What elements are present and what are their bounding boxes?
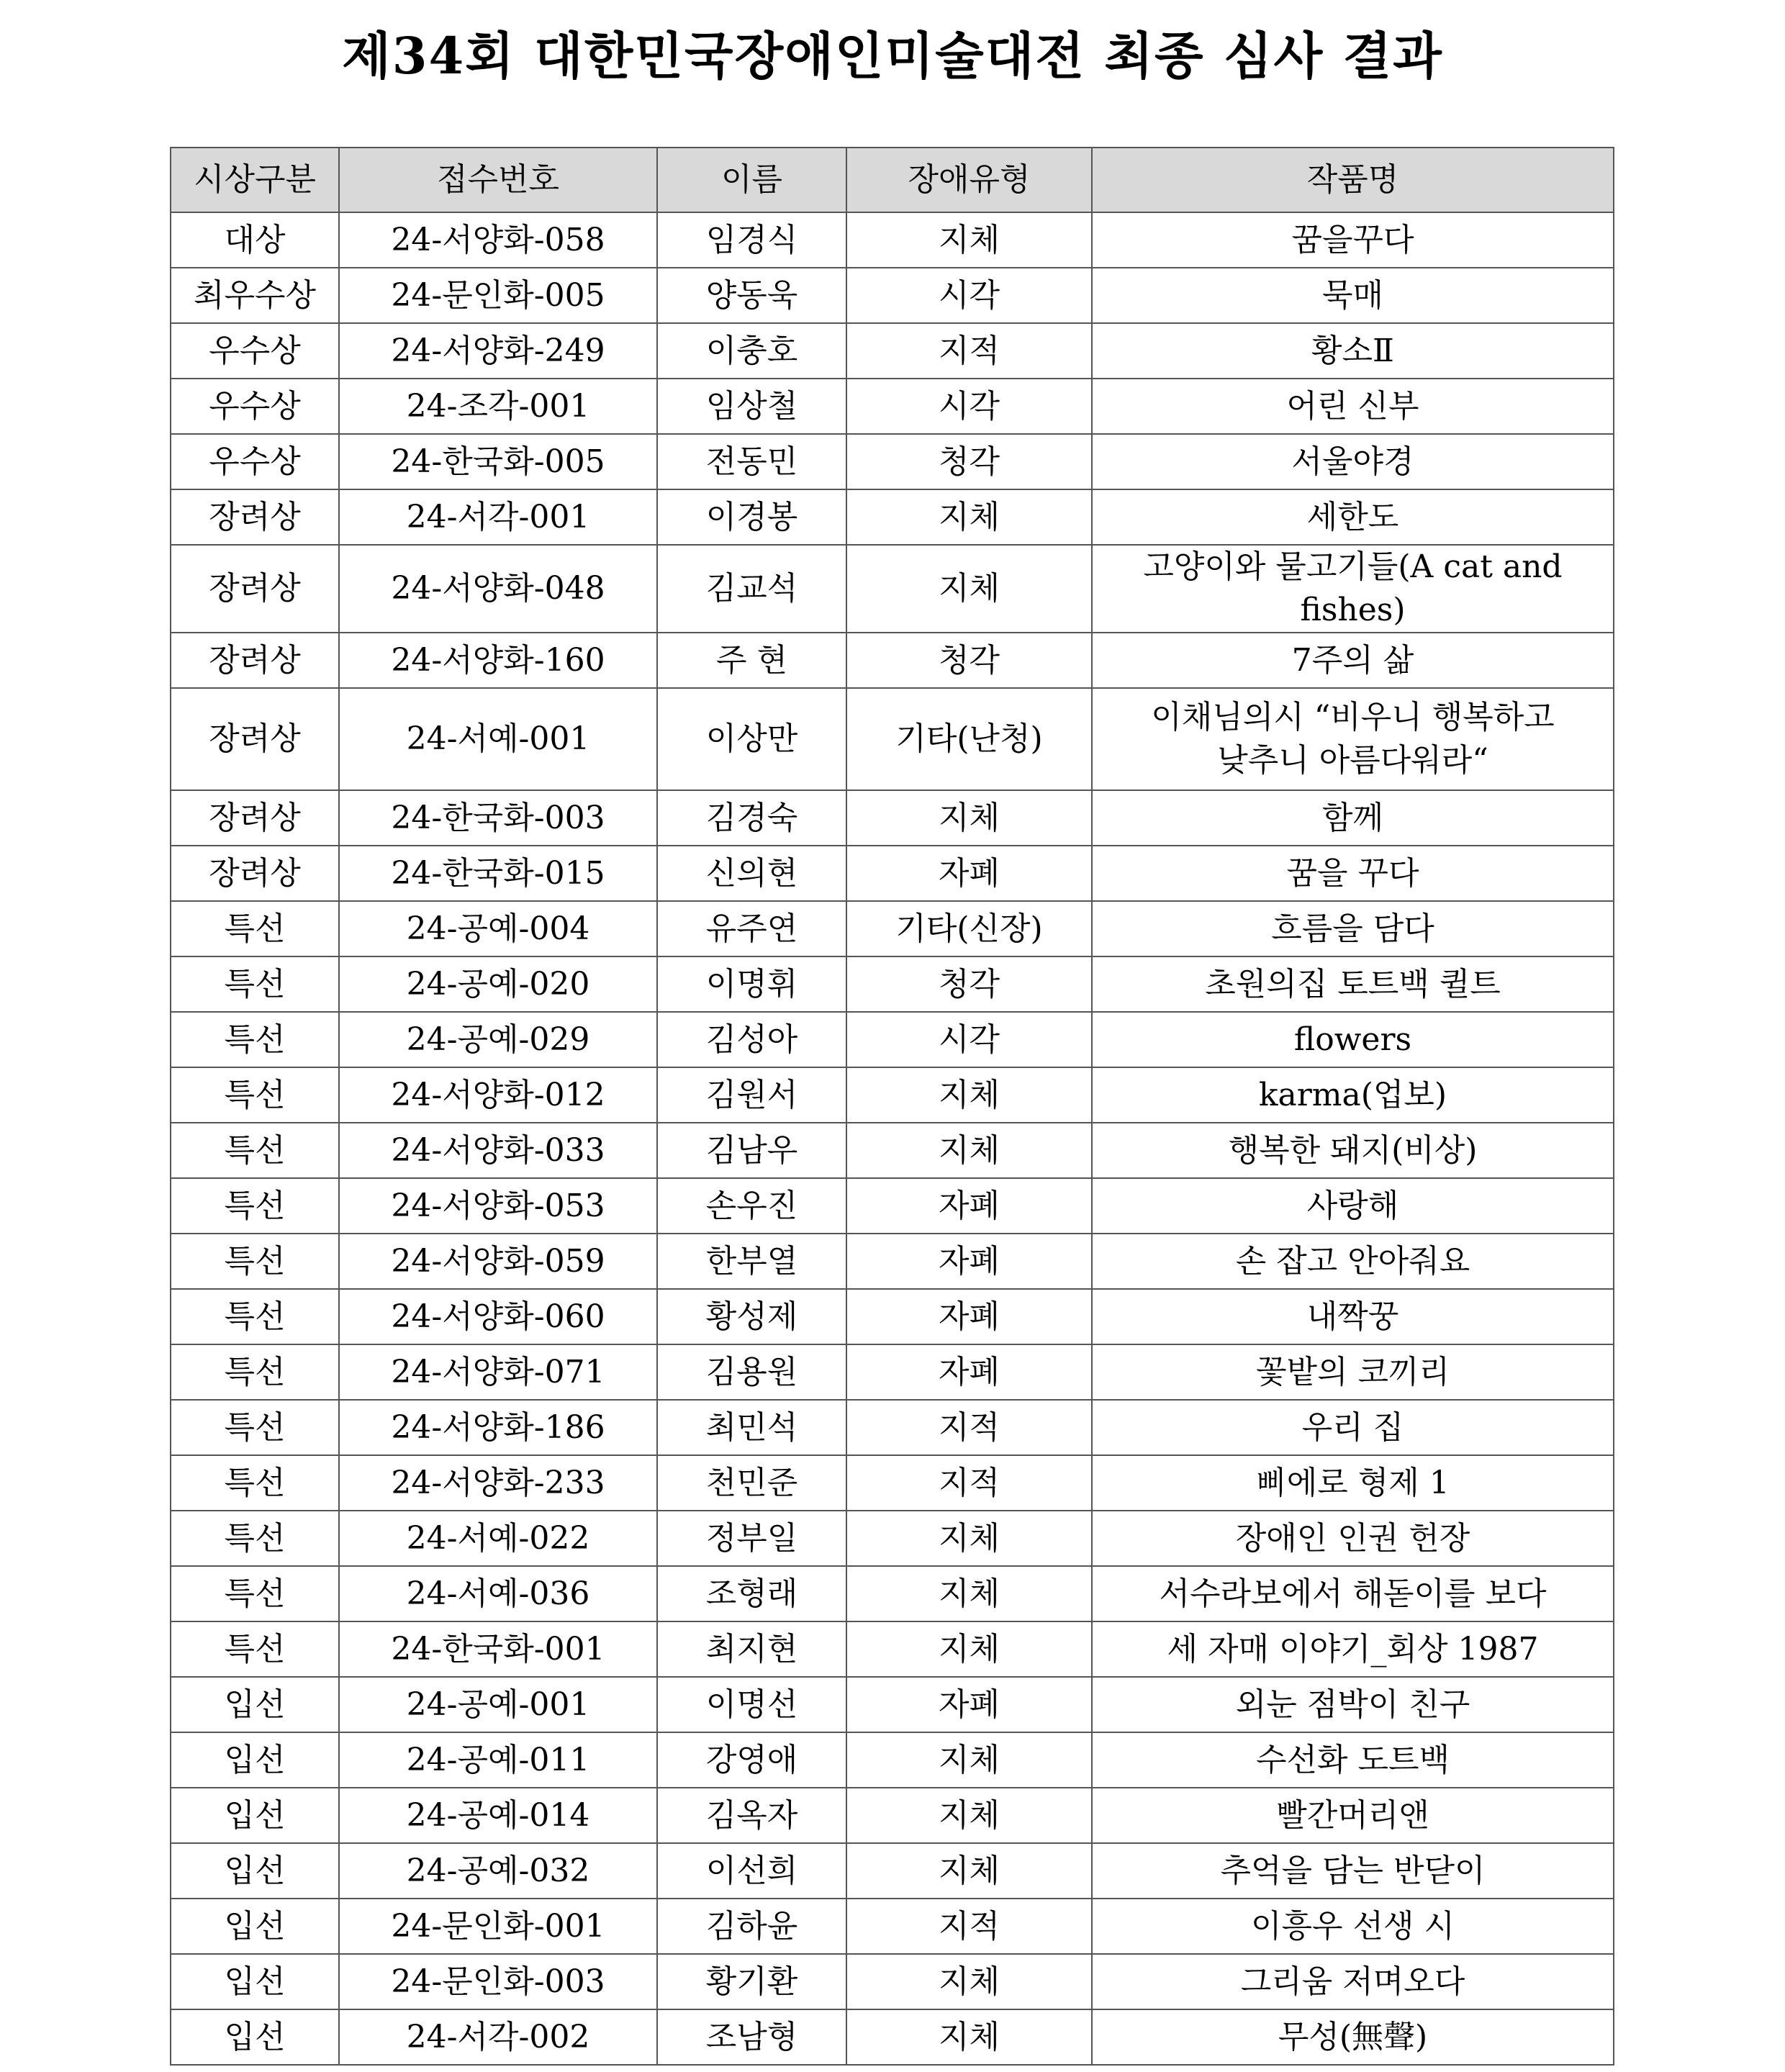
cell-award: 특선 — [171, 1178, 339, 1234]
table-row — [171, 1843, 1614, 1899]
table-header-row — [171, 148, 1614, 212]
cell-type: 지체 — [846, 1067, 1092, 1123]
cell-number: 24-문인화-005 — [339, 268, 657, 323]
table-row — [171, 268, 1614, 323]
cell-name: 황기환 — [657, 1954, 846, 2009]
cell-work: 꿈을 꾸다 — [1092, 846, 1614, 901]
page-title: 제34회 대한민국장애인미술대전 최종 심사 결과 — [342, 26, 1443, 86]
cell-number: 24-공예-020 — [339, 956, 657, 1012]
cell-number: 24-서양화-059 — [339, 1234, 657, 1289]
cell-work: 사랑해 — [1092, 1178, 1614, 1234]
cell-work: 어린 신부 — [1092, 379, 1614, 434]
cell-number: 24-서양화-012 — [339, 1067, 657, 1123]
cell-work: 흐름을 담다 — [1092, 901, 1614, 956]
cell-type: 지체 — [846, 1566, 1092, 1621]
cell-name: 손우진 — [657, 1178, 846, 1234]
table-row — [171, 1732, 1614, 1788]
cell-award: 특선 — [171, 1234, 339, 1289]
cell-type: 지체 — [846, 790, 1092, 846]
cell-work: 꽃밭의 코끼리 — [1092, 1344, 1614, 1400]
cell-type: 지체 — [846, 1511, 1092, 1566]
cell-work: 우리 집 — [1092, 1400, 1614, 1455]
cell-award: 특선 — [171, 1511, 339, 1566]
cell-work: 그리움 저며오다 — [1092, 1954, 1614, 2009]
cell-work: karma(업보) — [1092, 1067, 1614, 1123]
table-row — [171, 1677, 1614, 1732]
cell-name: 천민준 — [657, 1455, 846, 1511]
cell-work: 고양이와 물고기들(A cat and fishes) — [1092, 545, 1614, 633]
cell-type: 자폐 — [846, 1289, 1092, 1344]
cell-number: 24-서각-002 — [339, 2009, 657, 2065]
cell-award: 특선 — [171, 1123, 339, 1178]
cell-award: 장려상 — [171, 633, 339, 688]
cell-award: 입선 — [171, 1954, 339, 2009]
cell-name: 한부열 — [657, 1234, 846, 1289]
table-row — [171, 379, 1614, 434]
cell-award: 특선 — [171, 1289, 339, 1344]
cell-award: 우수상 — [171, 434, 339, 489]
cell-award: 장려상 — [171, 790, 339, 846]
header-award: 시상구분 — [171, 148, 339, 212]
cell-name: 최지현 — [657, 1621, 846, 1677]
cell-work: 추억을 담는 반닫이 — [1092, 1843, 1614, 1899]
cell-work: 세 자매 이야기_회상 1987 — [1092, 1621, 1614, 1677]
cell-work: 7주의 삶 — [1092, 633, 1614, 688]
cell-type: 지체 — [846, 1954, 1092, 2009]
cell-name: 이경봉 — [657, 489, 846, 545]
cell-work: 무성(無聲) — [1092, 2009, 1614, 2065]
cell-type: 자폐 — [846, 846, 1092, 901]
table-row — [171, 1400, 1614, 1455]
cell-number: 24-한국화-005 — [339, 434, 657, 489]
cell-number: 24-서양화-160 — [339, 633, 657, 688]
table-row — [171, 1899, 1614, 1954]
cell-type: 자폐 — [846, 1344, 1092, 1400]
cell-award: 장려상 — [171, 688, 339, 790]
cell-name: 황성제 — [657, 1289, 846, 1344]
header-work: 작품명 — [1092, 148, 1614, 212]
cell-work-line: 이채님의시 “비우니 행복하고 — [1151, 699, 1555, 736]
cell-work: 꿈을꾸다 — [1092, 212, 1614, 268]
cell-number: 24-공예-011 — [339, 1732, 657, 1788]
cell-name: 김교석 — [657, 545, 846, 633]
cell-award: 입선 — [171, 2009, 339, 2065]
cell-type: 자폐 — [846, 1234, 1092, 1289]
cell-number: 24-한국화-003 — [339, 790, 657, 846]
cell-award: 입선 — [171, 1788, 339, 1843]
cell-type: 기타(난청) — [846, 688, 1092, 790]
cell-award: 특선 — [171, 1067, 339, 1123]
table-row — [171, 1234, 1614, 1289]
cell-type: 시각 — [846, 1012, 1092, 1067]
cell-work — [1092, 688, 1614, 790]
table-body — [171, 212, 1614, 2065]
cell-award: 특선 — [171, 1400, 339, 1455]
table-row — [171, 1788, 1614, 1843]
cell-award: 입선 — [171, 1732, 339, 1788]
cell-number: 24-서예-036 — [339, 1566, 657, 1621]
cell-type: 청각 — [846, 956, 1092, 1012]
cell-name: 이상만 — [657, 688, 846, 790]
cell-name: 김원서 — [657, 1067, 846, 1123]
cell-work: 서울야경 — [1092, 434, 1614, 489]
cell-type: 지체 — [846, 1788, 1092, 1843]
cell-work: 빨간머리앤 — [1092, 1788, 1614, 1843]
cell-name: 김용원 — [657, 1344, 846, 1400]
cell-number: 24-서양화-233 — [339, 1455, 657, 1511]
cell-name: 임상철 — [657, 379, 846, 434]
cell-award: 입선 — [171, 1843, 339, 1899]
cell-name: 임경식 — [657, 212, 846, 268]
cell-name: 김하윤 — [657, 1899, 846, 1954]
table-row — [171, 1123, 1614, 1178]
cell-type: 지체 — [846, 1123, 1092, 1178]
header-number: 접수번호 — [339, 148, 657, 212]
table-row — [171, 790, 1614, 846]
table-row — [171, 1954, 1614, 2009]
cell-name: 이선희 — [657, 1843, 846, 1899]
cell-type: 자폐 — [846, 1677, 1092, 1732]
table-row — [171, 633, 1614, 688]
cell-work: 장애인 인권 헌장 — [1092, 1511, 1614, 1566]
cell-award: 장려상 — [171, 489, 339, 545]
cell-type: 지체 — [846, 212, 1092, 268]
cell-name: 최민석 — [657, 1400, 846, 1455]
cell-type: 지체 — [846, 1732, 1092, 1788]
cell-work: 세한도 — [1092, 489, 1614, 545]
cell-work: 행복한 돼지(비상) — [1092, 1123, 1614, 1178]
cell-award: 대상 — [171, 212, 339, 268]
cell-work: 서수라보에서 해돋이를 보다 — [1092, 1566, 1614, 1621]
table-row — [171, 434, 1614, 489]
cell-number: 24-서양화-033 — [339, 1123, 657, 1178]
cell-number: 24-서각-001 — [339, 489, 657, 545]
cell-name: 이충호 — [657, 323, 846, 379]
cell-type: 청각 — [846, 633, 1092, 688]
cell-type: 자폐 — [846, 1178, 1092, 1234]
cell-name: 전동민 — [657, 434, 846, 489]
table-row — [171, 1178, 1614, 1234]
cell-work: 묵매 — [1092, 268, 1614, 323]
cell-number: 24-서예-022 — [339, 1511, 657, 1566]
cell-work: 함께 — [1092, 790, 1614, 846]
cell-work: flowers — [1092, 1012, 1614, 1067]
table-row — [171, 545, 1614, 633]
cell-award: 장려상 — [171, 545, 339, 633]
cell-number: 24-조각-001 — [339, 379, 657, 434]
cell-name: 김성아 — [657, 1012, 846, 1067]
cell-work: 이흥우 선생 시 — [1092, 1899, 1614, 1954]
cell-number: 24-공예-032 — [339, 1843, 657, 1899]
cell-number: 24-서양화-186 — [339, 1400, 657, 1455]
cell-type: 지체 — [846, 489, 1092, 545]
cell-type: 지체 — [846, 1621, 1092, 1677]
table-row — [171, 323, 1614, 379]
cell-type: 기타(신장) — [846, 901, 1092, 956]
cell-number: 24-서양화-048 — [339, 545, 657, 633]
table-row — [171, 1455, 1614, 1511]
results-table — [170, 147, 1614, 2066]
cell-name: 김남우 — [657, 1123, 846, 1178]
cell-number: 24-서예-001 — [339, 688, 657, 790]
cell-award: 특선 — [171, 1012, 339, 1067]
cell-award: 우수상 — [171, 323, 339, 379]
table-row — [171, 846, 1614, 901]
cell-number: 24-공예-004 — [339, 901, 657, 956]
cell-award: 특선 — [171, 1621, 339, 1677]
cell-name: 이명선 — [657, 1677, 846, 1732]
cell-name: 김경숙 — [657, 790, 846, 846]
table-row — [171, 1566, 1614, 1621]
cell-award: 특선 — [171, 956, 339, 1012]
cell-name: 신의현 — [657, 846, 846, 901]
cell-award: 입선 — [171, 1677, 339, 1732]
cell-number: 24-서양화-060 — [339, 1289, 657, 1344]
table-row — [171, 901, 1614, 956]
cell-work: 수선화 도트백 — [1092, 1732, 1614, 1788]
cell-work: 내짝꿍 — [1092, 1289, 1614, 1344]
cell-work: 초원의집 토트백 퀼트 — [1092, 956, 1614, 1012]
table-row — [171, 1621, 1614, 1677]
cell-work: 외눈 점박이 친구 — [1092, 1677, 1614, 1732]
header-name: 이름 — [657, 148, 846, 212]
cell-number: 24-서양화-249 — [339, 323, 657, 379]
cell-award: 특선 — [171, 1344, 339, 1400]
cell-number: 24-문인화-001 — [339, 1899, 657, 1954]
cell-name: 조형래 — [657, 1566, 846, 1621]
table-row — [171, 1344, 1614, 1400]
cell-number: 24-서양화-071 — [339, 1344, 657, 1400]
table-row — [171, 1289, 1614, 1344]
cell-work: 삐에로 형제 1 — [1092, 1455, 1614, 1511]
cell-name: 양동욱 — [657, 268, 846, 323]
table-row — [171, 956, 1614, 1012]
cell-number: 24-한국화-015 — [339, 846, 657, 901]
cell-type: 시각 — [846, 268, 1092, 323]
cell-type: 지적 — [846, 1400, 1092, 1455]
cell-number: 24-서양화-058 — [339, 212, 657, 268]
cell-number: 24-공예-001 — [339, 1677, 657, 1732]
cell-award: 우수상 — [171, 379, 339, 434]
cell-work: 황소Ⅱ — [1092, 323, 1614, 379]
table-row — [171, 1012, 1614, 1067]
cell-type: 청각 — [846, 434, 1092, 489]
cell-award: 특선 — [171, 1566, 339, 1621]
header-type: 장애유형 — [846, 148, 1092, 212]
cell-number: 24-문인화-003 — [339, 1954, 657, 2009]
cell-name: 강영애 — [657, 1732, 846, 1788]
cell-number: 24-서양화-053 — [339, 1178, 657, 1234]
cell-number: 24-한국화-001 — [339, 1621, 657, 1677]
cell-award: 장려상 — [171, 846, 339, 901]
table-row — [171, 688, 1614, 790]
table-row — [171, 1067, 1614, 1123]
cell-award: 입선 — [171, 1899, 339, 1954]
cell-award: 최우수상 — [171, 268, 339, 323]
cell-number: 24-공예-014 — [339, 1788, 657, 1843]
cell-name: 조남형 — [657, 2009, 846, 2065]
cell-type: 지적 — [846, 1455, 1092, 1511]
cell-name: 유주연 — [657, 901, 846, 956]
cell-type: 지적 — [846, 1899, 1092, 1954]
cell-type: 지체 — [846, 1843, 1092, 1899]
table-row — [171, 489, 1614, 545]
cell-award: 특선 — [171, 901, 339, 956]
cell-award: 특선 — [171, 1455, 339, 1511]
cell-name: 김옥자 — [657, 1788, 846, 1843]
cell-type: 지적 — [846, 323, 1092, 379]
cell-type: 시각 — [846, 379, 1092, 434]
cell-work: 손 잡고 안아줘요 — [1092, 1234, 1614, 1289]
cell-name: 정부일 — [657, 1511, 846, 1566]
cell-number: 24-공예-029 — [339, 1012, 657, 1067]
cell-work-line: 낮추니 아름다워라“ — [1217, 742, 1488, 779]
cell-name: 이명휘 — [657, 956, 846, 1012]
cell-name: 주 현 — [657, 633, 846, 688]
table-row — [171, 1511, 1614, 1566]
table-row — [171, 212, 1614, 268]
table-row — [171, 2009, 1614, 2065]
cell-type: 지체 — [846, 2009, 1092, 2065]
cell-type: 지체 — [846, 545, 1092, 633]
